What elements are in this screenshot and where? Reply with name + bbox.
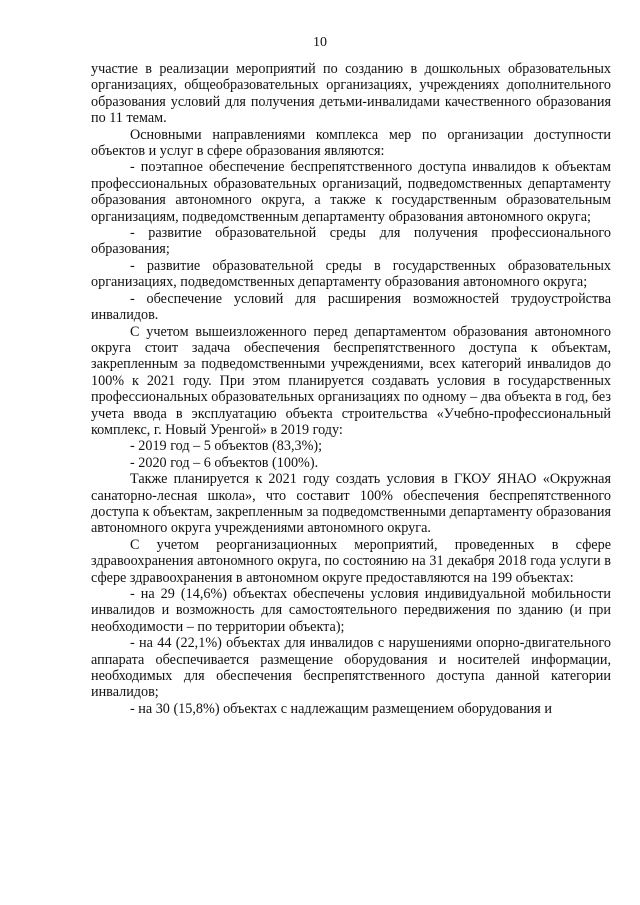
list-item-professional-education: - развитие образовательной среды для получения профессионального образования; — [91, 225, 611, 258]
list-item-29-objects: - на 29 (14,6%) объектах обеспечены условия индивидуальной мобильности инвалидов и возможность для самостоятельного передвижения по зданию (и при необходимости – по территории объекта); — [91, 586, 611, 635]
document-body — [91, 61, 611, 717]
list-item-44-objects: - на 44 (22,1%) объектах для инвалидов с нарушениями опорно-двигательного аппарата обеспечивается размещение оборудования и носителей информации, необходимых для обеспечения беспрепятственного доступа данной категории инвалидов; — [91, 635, 611, 701]
list-item-employment: - обеспечение условий для расширения возможностей трудоустройства инвалидов. — [91, 290, 611, 324]
paragraph-participation: участие в реализации мероприятий по созданию в дошкольных образовательных организациях, общеобразовательных организациях, учреждениях дополнительного образования условий для получения детьми-инвалидами качественного образования по 11 темам. — [91, 61, 611, 127]
list-item-2020: - 2020 год – 6 объектов (100%). — [130, 454, 319, 471]
paragraph-forest-school: Также планируется к 2021 году создать условия в ГКОУ ЯНАО «Окружная санаторно-лесная школа», что составит 100% обеспечения беспрепятственного доступа к объектам, закрепленным за подведомственными департаменту образования автономного округа учреждениями автономного округа. — [91, 471, 611, 537]
paragraph-healthcare: С учетом реорганизационных мероприятий, проведенных в сфере здравоохранения автономного округа, по состоянию на 31 декабря 2018 года услуги в сфере здравоохранения в автономном округе предоставляются на 199 объектах: — [91, 536, 611, 586]
page-number: 10 — [313, 35, 327, 50]
list-item-30-objects: - на 30 (15,8%) объектах с надлежащим размещением оборудования и — [130, 700, 552, 717]
list-item-2019: - 2019 год – 5 объектов (83,3%); — [130, 438, 323, 455]
paragraph-education-task: С учетом вышеизложенного перед департаментом образования автономного округа стоит задача обеспечения беспрепятственного доступа к объектам, закрепленным за подведомственными учреждениями, всех категорий инвалидов до 100% к 2021 году. При этом планируется создавать условия в государственных профессиональных образовательных организациях по одному – два объекта в год, без учета ввода в эксплуатацию объекта строительства «Учебно-профессиональный комплекс, г. Новый Уренгой» в 2019 году: — [91, 323, 611, 438]
paragraph-main-directions: Основными направлениями комплекса мер по организации доступности объектов и услуг в сфере образования являются: — [91, 126, 611, 160]
list-item-state-organizations: - развитие образовательной среды в государственных образовательных организациях, подведомственных департаменту образования автономного округа; — [91, 257, 611, 291]
list-item-stepwise-access: - поэтапное обеспечение беспрепятственного доступа инвалидов к объектам профессиональных образовательных организаций, подведомственных департаменту образования автономного округа, а также к государственным образовательным организациям, подведомственным департаменту образования автономного округа; — [91, 159, 611, 225]
